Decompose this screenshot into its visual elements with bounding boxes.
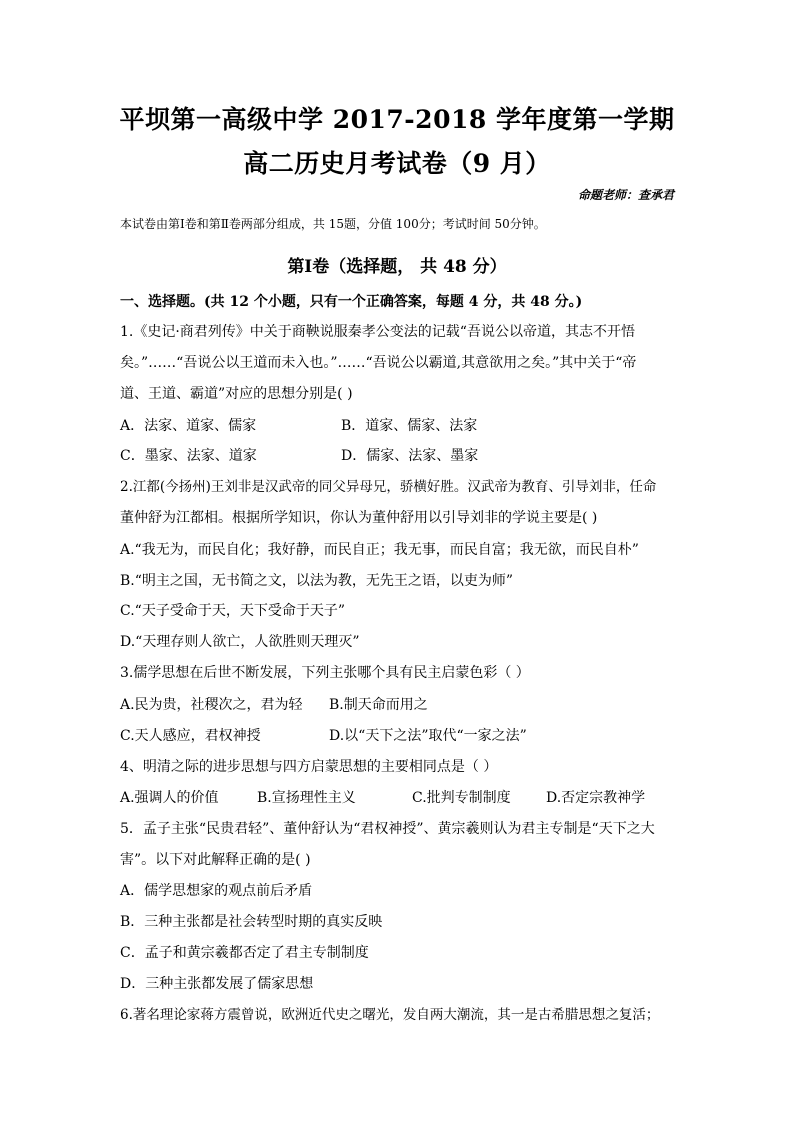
q5-line2: 害”。以下对此解释正确的是( ) [120,852,311,868]
q3-line1: 3.儒学思想在后世不断发展，下列主张哪个具有民主启蒙色彩（ ） [120,665,530,681]
q3-option-a: A.民为贵，社稷次之，君为轻 [120,697,303,713]
q1-option-a: A．法家、道家、儒家 [120,418,257,434]
q3-option-d: D.以“天下之法”取代“一家之法” [329,728,527,744]
q3-option-c: C.天人感应，君权神授 [120,728,261,744]
q4-option-d: D.否定宗教神学 [546,790,646,806]
q4-option-c: C.批判专制制度 [412,790,511,806]
q5-option-d: D．三种主张都发展了儒家思想 [120,976,314,992]
q1-line1: 1.《史记·商君列传》中关于商鞅说服秦孝公变法的记载“吾说公以帝道，其志不开悟 [120,324,635,340]
q2-option-c: C.“天子受命于天，天下受命于天子” [120,603,345,619]
exam-title-line2: 高二历史月考试卷（9 月） [243,149,551,178]
q1-option-d: D．儒家、法家、墨家 [341,448,479,464]
q4-option-b: B.宣扬理性主义 [257,790,356,806]
q2-option-b: B.“明主之国，无书简之文，以法为教，无先王之语，以吏为师” [120,573,514,589]
section-instruction: 一、选择题。(共 12 个小题，只有一个正确答案，每题 4 分，共 48 分。) [120,294,583,310]
q3-option-b: B.制天命而用之 [329,697,428,713]
q6-line1: 6.著名理论家蒋方震曾说，欧洲近代史之曙光，发自两大潮流，其一是古希腊思想之复活； [120,1007,660,1023]
q1-line3: 道、王道、霸道”对应的思想分别是( ) [120,386,353,402]
q1-line2: 矣。”……“吾说公以王道而未入也。”……“吾说公以霸道,其意欲用之矣。”其中关于“帝 [120,355,637,371]
q1-option-b: B．道家、儒家、法家 [341,418,478,434]
q2-option-d: D.“天理存则人欲亡，人欲胜则天理灭” [120,634,360,650]
exam-intro: 本试卷由第Ⅰ卷和第Ⅱ卷两部分组成，共 15题，分值 100分；考试时间 50分钟。 [120,217,546,231]
q2-line2: 董仲舒为江都相。根据所学知识，你认为董仲舒用以引导刘非的学说主要是( ) [120,510,598,526]
q2-line1: 2.江都(今扬州)王刘非是汉武帝的同父异母兄，骄横好胜。汉武帝为教育、引导刘非，任命 [120,479,657,495]
exam-title-line1: 平坝第一高级中学 2017-2018 学年度第一学期 [119,105,675,134]
author-note: 命题老师：查承君 [577,188,674,202]
q1-option-c: C．墨家、法家、道家 [120,448,257,464]
q5-option-a: A．儒学思想家的观点前后矛盾 [120,883,313,899]
q5-option-c: C．孟子和黄宗羲都否定了君主专制制度 [120,945,369,961]
q5-option-b: B．三种主张都是社会转型时期的真实反映 [120,914,383,930]
q4-option-a: A.强调人的价值 [120,790,219,806]
q4-line1: 4、明清之际的进步思想与四方启蒙思想的主要相同点是（ ） [120,759,498,775]
q2-option-a: A.“我无为，而民自化；我好静，而民自正；我无事，而民自富；我无欲，而民自朴” [120,542,639,558]
q5-line1: 5．孟子主张“民贵君轻”、董仲舒认为“君权神授”、黄宗羲则认为君主专制是“天下之大 [120,821,655,837]
section-title: 第Ⅰ卷（选择题， 共 48 分） [287,257,507,277]
